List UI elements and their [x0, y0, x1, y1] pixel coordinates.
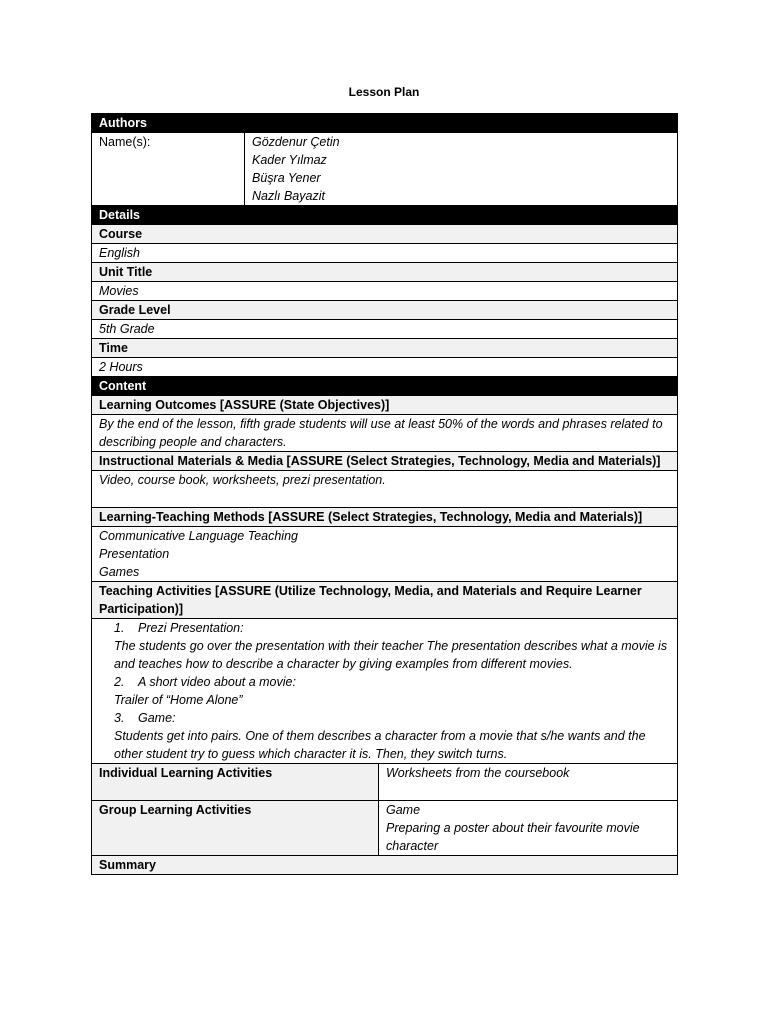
learning-outcomes-label: Learning Outcomes [ASSURE (State Objectives)]	[92, 396, 678, 415]
individual-activities-label: Individual Learning Activities	[92, 764, 379, 801]
methods-value	[92, 527, 678, 582]
method-item: Communicative Language Teaching	[99, 529, 298, 543]
unit-title-value: Movies	[92, 282, 678, 301]
teaching-activities-value	[92, 619, 678, 764]
group-activities-value	[379, 801, 678, 856]
activity-text: The students go over the presentation with their teacher The presentation describes what a movie is and teaches how to describe a character by giving examples from different movies.	[114, 639, 668, 671]
lesson-plan-table	[91, 113, 678, 875]
group-activities-row	[92, 801, 678, 856]
method-item: Games	[99, 565, 140, 579]
method-item: Presentation	[99, 547, 170, 561]
grade-level-label: Grade Level	[92, 301, 678, 320]
author-names	[245, 133, 678, 206]
names-label: Name(s):	[92, 133, 245, 206]
authors-row	[92, 133, 678, 206]
course-value: English	[92, 244, 678, 263]
activity-heading: 2. A short video about a movie:	[114, 675, 296, 689]
activity-text: Students get into pairs. One of them describes a character from a movie that s/he wants and the other student try to guess which character it is. Then, they switch turns.	[114, 729, 646, 761]
materials-label: Instructional Materials & Media [ASSURE (Select Strategies, Technology, Media and Materials)]	[92, 452, 678, 471]
authors-header-row	[92, 114, 678, 133]
summary-label: Summary	[92, 856, 678, 875]
authors-section-title: Authors	[92, 114, 678, 133]
activity-text: Trailer of “Home Alone”	[114, 693, 243, 707]
activity-heading: 1. Prezi Presentation:	[114, 621, 244, 635]
details-section-title: Details	[92, 206, 678, 225]
individual-activities-row	[92, 764, 678, 801]
author-name: Nazlı Bayazit	[252, 189, 325, 203]
materials-value: Video, course book, worksheets, prezi presentation.	[92, 471, 678, 508]
unit-title-label: Unit Title	[92, 263, 678, 282]
time-value: 2 Hours	[92, 358, 678, 377]
content-section-title: Content	[92, 377, 678, 396]
teaching-activities-label: Teaching Activities [ASSURE (Utilize Technology, Media, and Materials and Require Learner Participation)]	[92, 582, 678, 619]
learning-outcomes-value: By the end of the lesson, fifth grade students will use at least 50% of the words and phrases related to describing people and characters.	[92, 415, 678, 452]
group-activity-item: Game	[386, 803, 421, 817]
individual-activities-value: Worksheets from the coursebook	[379, 764, 678, 801]
activity-heading: 3. Game:	[114, 711, 176, 725]
group-activity-item: Preparing a poster about their favourite movie character	[386, 821, 640, 853]
author-name: Büşra Yener	[252, 171, 321, 185]
grade-level-value: 5th Grade	[92, 320, 678, 339]
details-header-row	[92, 206, 678, 225]
methods-label: Learning-Teaching Methods [ASSURE (Select Strategies, Technology, Media and Materials)]	[92, 508, 678, 527]
author-name: Kader Yılmaz	[252, 153, 327, 167]
time-label: Time	[92, 339, 678, 358]
author-name: Gözdenur Çetin	[252, 135, 340, 149]
page-title: Lesson Plan	[348, 85, 420, 99]
content-header-row	[92, 377, 678, 396]
group-activities-label: Group Learning Activities	[92, 801, 379, 856]
course-label: Course	[92, 225, 678, 244]
